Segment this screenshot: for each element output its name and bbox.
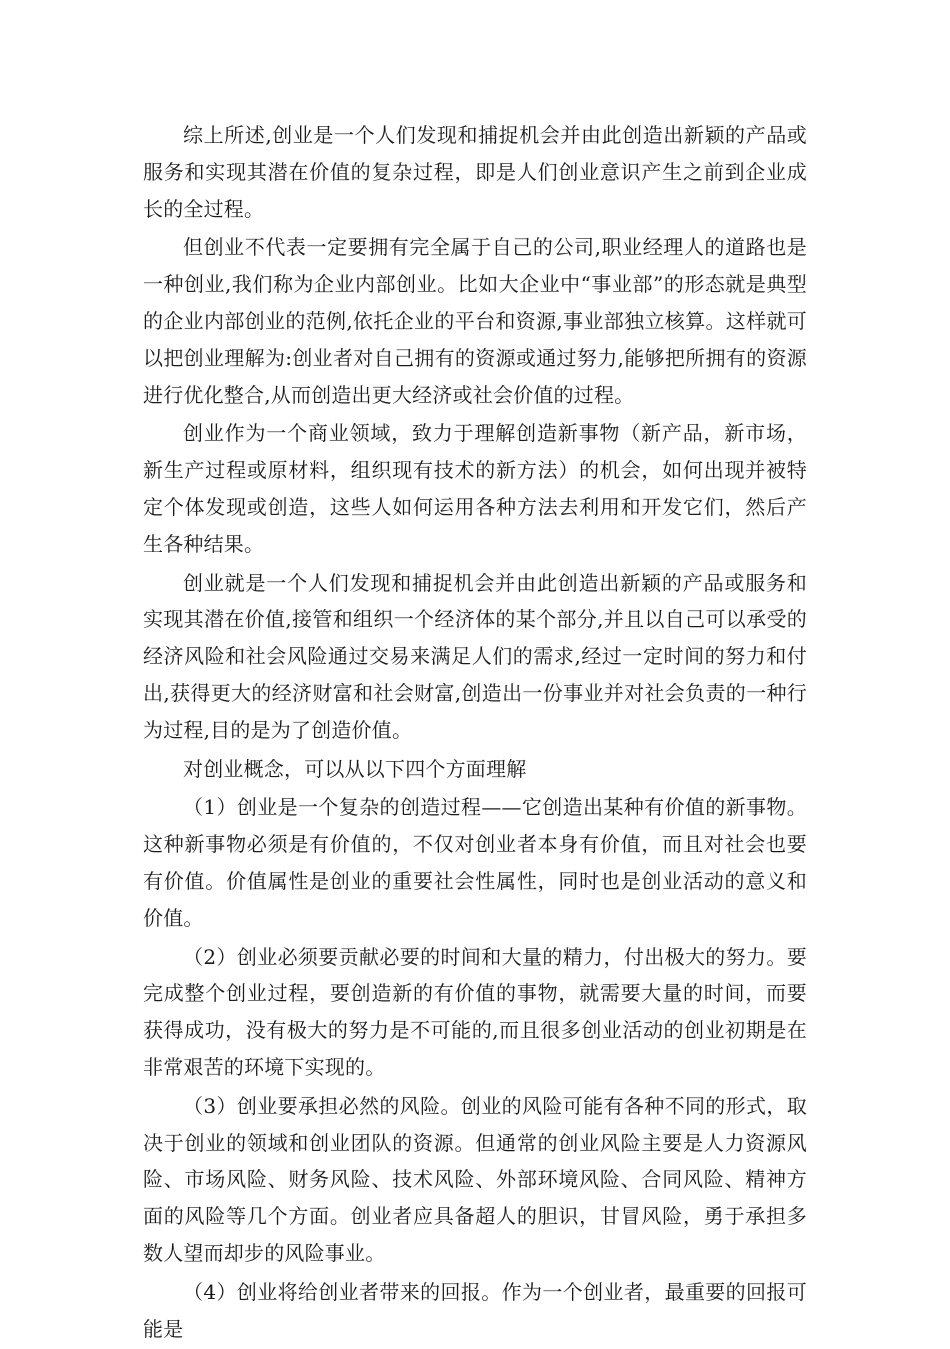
list-item-2: （2）创业必须要贡献必要的时间和大量的精力，付出极大的努力。要完成整个创业过程，要创造新的有价值的事物，就需要大量的时间，而要获得成功，没有极大的努力是不可能的,而且很多创业活动的创业初期是在非常艰苦的环境下实现的。 <box>143 944 807 1079</box>
list-item-1: （1）创业是一个复杂的创造过程——它创造出某种有价值的新事物。这种新事物必须是有价值的，不仅对创业者本身有价值，而且对社会也要有价值。价值属性是创业的重要社会性属性，同时也是创业活动的意义和价值。 <box>143 795 807 930</box>
paragraph-definition: 创业就是一个人们发现和捕捉机会并由此创造出新颖的产品或服务和实现其潜在价值,接管和组织一个经济体的某个部分,并且以自己可以承受的经济风险和社会风险通过交易来满足人们的需求,经过一定时间的努力和付出,获得更大的经济财富和社会财富,创造出一份事业并对社会负责的一种行为过程,目的是为了创造价值。 <box>143 570 807 742</box>
list-item-3: （3）创业要承担必然的风险。创业的风险可能有各种不同的形式，取决于创业的领域和创业团队的资源。但通常的创业风险主要是人力资源风险、市场风险、财务风险、技术风险、外部环境风险、合同风险、精神方面的风险等几个方面。创业者应具备超人的胆识，甘冒风险，勇于承担多数人望而却步的风险事业。 <box>143 1093 807 1265</box>
paragraph-summary: 综上所述,创业是一个人们发现和捕捉机会并由此创造出新颖的产品或服务和实现其潜在价值的复杂过程，即是人们创业意识产生之前到企业成长的全过程。 <box>143 123 807 221</box>
document-body <box>143 117 807 1349</box>
paragraph-business-field: 创业作为一个商业领域，致力于理解创造新事物（新产品，新市场，新生产过程或原材料，组织现有技术的新方法）的机会，如何出现并被特定个体发现或创造，这些人如何运用各种方法去利用和开发它们，然后产生各种结果。 <box>143 421 807 556</box>
list-item-4: （4）创业将给创业者带来的回报。作为一个创业者，最重要的回报可能是 <box>143 1279 807 1341</box>
paragraph-internal-entrepreneurship: 但创业不代表一定要拥有完全属于自己的公司,职业经理人的道路也是一种创业,我们称为企业内部创业。比如大企业中“事业部”的形态就是典型的企业内部创业的范例,依托企业的平台和资源,事业部独立核算。这样就可以把创业理解为:创业者对自己拥有的资源或通过努力,能够把所拥有的资源进行优化整合,从而创造出更大经济或社会价值的过程。 <box>143 235 807 407</box>
paragraph-four-aspects-intro: 对创业概念，可以从以下四个方面理解 <box>183 756 527 781</box>
